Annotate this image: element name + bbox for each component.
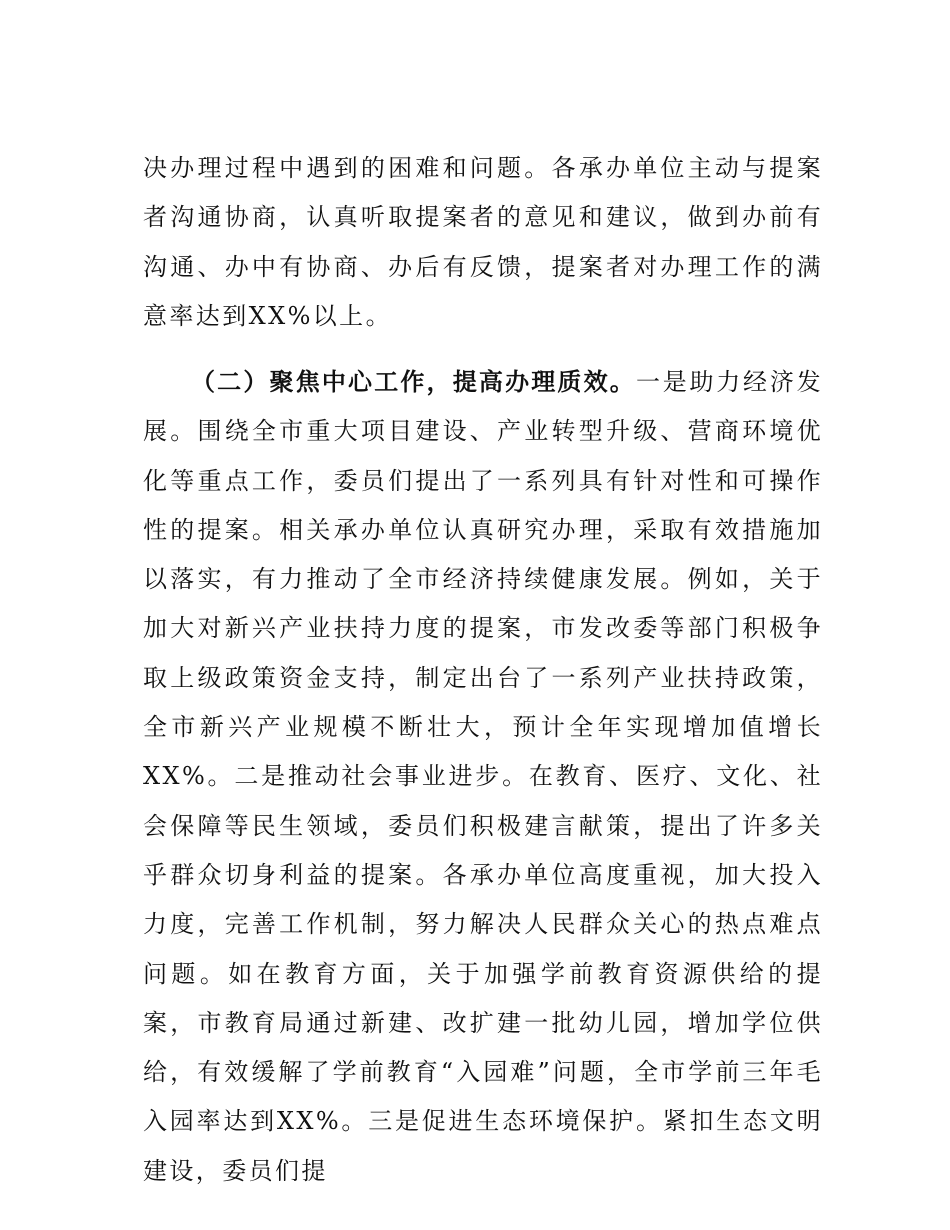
- body-paragraph-2: [143, 358, 823, 1196]
- body-paragraph-1: 决办理过程中遇到的困难和问题。各承办单位主动与提案者沟通协商，认真听取提案者的意见和建议，做到办前有沟通、办中有协商、办后有反馈，提案者对办理工作的满意率达到XX%以上。: [143, 154, 823, 330]
- section-body-text: 一是助力经济发展。围绕全市重大项目建设、产业转型升级、营商环境优化等重点工作，委员们提出了一系列具有针对性和可操作性的提案。相关承办单位认真研究办理，采取有效措施加以落实，有力推动了全市经济持续健康发展。例如，关于加大对新兴产业扶持力度的提案，市发改委等部门积极争取上级政策资金支持，制定出台了一系列产业扶持政策，全市新兴产业规模不断壮大，预计全年实现增加值增长XX%。二是推动社会事业进步。在教育、医疗、文化、社会保障等民生领域，委员们积极建言献策，提出了许多关乎群众切身利益的提案。各承办单位高度重视，加大投入力度，完善工作机制，努力解决人民群众关心的热点难点问题。如在教育方面，关于加强学前教育资源供给的提案，市教育局通过新建、改扩建一批幼儿园，增加学位供给，有效缓解了学前教育“入园难”问题，全市学前三年毛入园率达到XX%。三是促进生态环境保护。紧扣生态文明建设，委员们提: [143, 368, 823, 1185]
- section-heading: （二）聚焦中心工作，提高办理质效。: [191, 368, 636, 396]
